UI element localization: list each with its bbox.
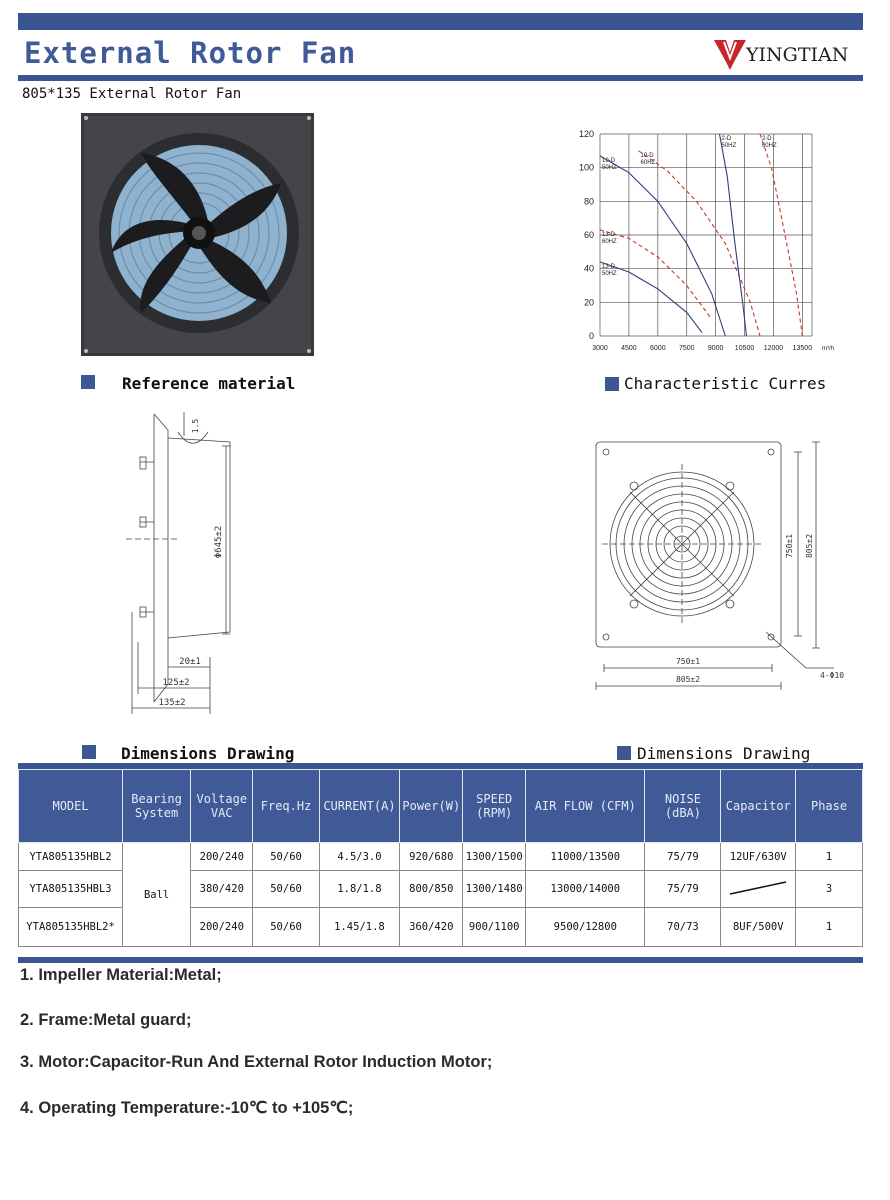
dim-frame-width: 805±2 xyxy=(675,675,701,684)
no-capacitor-slash-icon xyxy=(726,881,790,895)
x-unit-label: m³/h xyxy=(822,346,834,352)
front-dimension-drawing xyxy=(586,436,866,694)
header-bottom-bar xyxy=(18,75,863,81)
col-freq: Freq.Hz xyxy=(253,770,319,843)
series-label: 2-D 60HZ xyxy=(761,136,777,149)
y-tick-label: 100 xyxy=(578,162,594,173)
dim-depth-1: 20±1 xyxy=(179,657,201,667)
col-speed: SPEED (RPM) xyxy=(463,770,526,843)
side-dimension-drawing xyxy=(118,402,248,718)
series-label: 13-D 50HZ xyxy=(602,263,617,277)
fan-photo xyxy=(81,113,314,356)
cell-speed: 1300/1500 xyxy=(463,843,526,871)
x-tick-label: 3000 xyxy=(592,345,608,352)
brand-name: YINGTIAN xyxy=(746,44,849,66)
caption-curves: Characteristic Curres xyxy=(624,374,827,393)
cell-speed: 1300/1480 xyxy=(463,871,526,908)
cell-current: 4.5/3.0 xyxy=(319,843,400,871)
col-bearing: Bearing System xyxy=(123,770,191,843)
y-tick-label: 80 xyxy=(583,196,594,207)
col-capacitor: Capacitor xyxy=(721,770,796,843)
cell-voltage: 380/420 xyxy=(191,871,253,908)
cell-voltage: 200/240 xyxy=(191,908,253,947)
cell-capacitor-none xyxy=(721,871,796,908)
series-line xyxy=(639,151,761,336)
series-line xyxy=(600,230,712,319)
series-label: 2-D 50HZ xyxy=(721,136,737,149)
cell-noise: 75/79 xyxy=(645,871,721,908)
y-tick-label: 60 xyxy=(583,230,594,240)
caption-bullet-icon xyxy=(617,746,631,760)
x-tick-label: 10500 xyxy=(734,345,755,352)
cell-power: 360/420 xyxy=(400,908,463,947)
col-airflow: AIR FLOW (CFM) xyxy=(526,770,645,843)
caption-bullet-icon xyxy=(81,375,95,389)
y-tick-label: 120 xyxy=(578,129,594,139)
y-tick-label: 0 xyxy=(588,331,594,341)
caption-reference: Reference material xyxy=(122,374,296,393)
col-phase: Phase xyxy=(796,770,863,843)
dim-mounting-holes: 4-Φ10 xyxy=(820,671,845,680)
cell-airflow: 11000/13500 xyxy=(526,843,645,871)
spec-table xyxy=(18,769,863,947)
note-motor: 3. Motor:Capacitor-Run And External Rotor Induction Motor; xyxy=(20,1053,493,1071)
x-tick-label: 12000 xyxy=(763,345,784,352)
cell-phase: 1 xyxy=(796,908,863,947)
cell-freq: 50/60 xyxy=(253,908,319,947)
note-temperature: 4. Operating Temperature:-10℃ to +105℃; xyxy=(20,1099,354,1117)
cell-model: YTA805135HBL2 xyxy=(19,843,123,871)
dim-flange: 1.5 xyxy=(191,418,200,434)
x-tick-label: 13500 xyxy=(792,345,813,352)
col-model: MODEL xyxy=(19,770,123,843)
dim-depth-2: 125±2 xyxy=(162,678,190,688)
cell-power: 920/680 xyxy=(400,843,463,871)
caption-dims-left: Dimensions Drawing xyxy=(121,744,295,763)
caption-bullet-icon xyxy=(82,745,96,759)
col-power: Power(W) xyxy=(400,770,463,843)
cell-power: 800/850 xyxy=(400,871,463,908)
cell-model: YTA805135HBL3 xyxy=(19,871,123,908)
caption-bullet-icon xyxy=(605,377,619,391)
performance-chart xyxy=(560,124,842,356)
cell-freq: 50/60 xyxy=(253,843,319,871)
cell-bearing: Ball xyxy=(123,843,191,947)
x-tick-label: 9000 xyxy=(707,345,724,352)
col-current: CURRENT(A) xyxy=(319,770,400,843)
cell-freq: 50/60 xyxy=(253,871,319,908)
note-impeller: 1. Impeller Material:Metal; xyxy=(20,966,222,984)
table-header-row xyxy=(19,770,863,843)
cell-capacitor: 8UF/500V xyxy=(721,908,796,947)
page-title: External Rotor Fan xyxy=(24,36,357,70)
y-tick-label: 20 xyxy=(583,297,594,308)
dim-frame-height: 805±2 xyxy=(805,533,814,559)
dim-hole-spacing-horizontal: 750±1 xyxy=(675,657,701,666)
cell-current: 1.45/1.8 xyxy=(319,908,400,947)
table-bottom-bar xyxy=(18,957,863,963)
series-label: 13-D 60HZ xyxy=(602,231,617,245)
cell-current: 1.8/1.8 xyxy=(319,871,400,908)
series-label: 10-D 60HZ xyxy=(640,152,656,166)
caption-dims-right: Dimensions Drawing xyxy=(637,744,811,763)
note-frame: 2. Frame:Metal guard; xyxy=(20,1011,192,1029)
product-subtitle: 805*135 External Rotor Fan xyxy=(22,86,242,102)
series-label: 10-D 50HZ xyxy=(602,157,617,171)
dim-depth-3: 135±2 xyxy=(158,698,186,708)
dim-impeller-diameter: Φ645±2 xyxy=(214,525,224,559)
dim-hole-spacing-vertical: 750±1 xyxy=(785,533,794,559)
cell-airflow: 9500/12800 xyxy=(526,908,645,947)
cell-speed: 900/1100 xyxy=(463,908,526,947)
cell-phase: 3 xyxy=(796,871,863,908)
table-row xyxy=(19,843,863,871)
cell-phase: 1 xyxy=(796,843,863,871)
x-tick-label: 4500 xyxy=(621,345,637,352)
y-tick-label: 40 xyxy=(583,263,594,274)
col-voltage: Voltage VAC xyxy=(191,770,253,843)
x-tick-label: 6000 xyxy=(650,345,666,352)
x-tick-label: 7500 xyxy=(678,345,695,352)
cell-model: YTA805135HBL2* xyxy=(19,908,123,947)
series-line xyxy=(600,156,725,336)
cell-voltage: 200/240 xyxy=(191,843,253,871)
col-noise: NOISE (dBA) xyxy=(645,770,721,843)
cell-capacitor: 12UF/630V xyxy=(721,843,796,871)
cell-airflow: 13000/14000 xyxy=(526,871,645,908)
cell-noise: 70/73 xyxy=(645,908,721,947)
header-top-bar xyxy=(18,13,863,30)
cell-noise: 75/79 xyxy=(645,843,721,871)
